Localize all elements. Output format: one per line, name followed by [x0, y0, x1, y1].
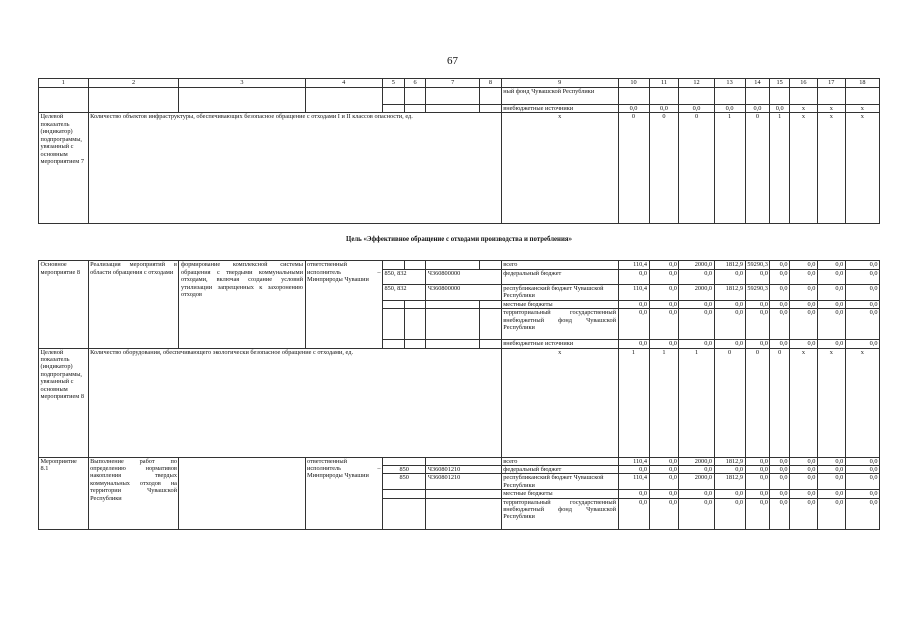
- value-cell: 0,0: [845, 309, 879, 340]
- value-cell: 0,0: [770, 474, 790, 490]
- col-header: 2: [88, 79, 179, 88]
- col-header: 11: [649, 79, 679, 88]
- value-cell: 1812,9: [714, 261, 745, 269]
- indicator-mark: x: [501, 113, 618, 224]
- value-cell: 0,0: [817, 300, 845, 308]
- col-header: 14: [745, 79, 770, 88]
- activity-description: формирование комплексной системы обращения с твердыми коммунальными отходами, включая создание условий утилизации запрещенных к захоронению отходов: [179, 261, 305, 348]
- col-header: 4: [305, 79, 382, 88]
- value-cell: 0,0: [817, 284, 845, 300]
- source-cell: всего: [501, 457, 618, 465]
- value-cell: 0,0: [649, 340, 679, 348]
- value-cell: 1: [618, 348, 649, 457]
- value-cell: 0,0: [817, 490, 845, 498]
- value-cell: 0,0: [789, 261, 817, 269]
- value-cell: 0,0: [789, 457, 817, 465]
- col-header: 9: [501, 79, 618, 88]
- value-cell: 0,0: [745, 340, 770, 348]
- value-cell: 2000,0: [679, 261, 714, 269]
- value-cell: 0,0: [618, 269, 649, 284]
- code-cell: Ч360800000: [426, 269, 501, 284]
- value-cell: 2000,0: [679, 284, 714, 300]
- value-cell: 110,4: [618, 474, 649, 490]
- value-cell: 0,0: [745, 465, 770, 473]
- value-cell: 59290,3: [745, 261, 770, 269]
- indicator-label: Целевой показатель (индикатор) подпрограммы, увязанный с основным мероприятием 8: [39, 348, 89, 457]
- value-cell: x: [817, 348, 845, 457]
- value-cell: 0,0: [789, 269, 817, 284]
- activity-executor: ответственный исполнитель – Минприроды Чувашии: [305, 457, 382, 529]
- source-cell: внебюджетные источники: [501, 105, 618, 113]
- value-cell: 0,0: [649, 498, 679, 529]
- col-header: 15: [770, 79, 790, 88]
- value-cell: 0,0: [770, 309, 790, 340]
- indicator-label: Целевой показатель (индикатор) подпрограммы, увязанный с основным мероприятием 7: [39, 113, 89, 224]
- value-cell: 0,0: [679, 490, 714, 498]
- activity-executor: ответственный исполнитель – Минприроды Чувашии: [305, 261, 382, 348]
- value-cell: 110,4: [618, 261, 649, 269]
- value-cell: 0,0: [817, 309, 845, 340]
- table-row: [39, 261, 880, 269]
- value-cell: 0: [618, 113, 649, 224]
- value-cell: 0: [649, 113, 679, 224]
- goal-heading: Цель «Эффективное обращение с отходами производства и потребления»: [346, 236, 572, 244]
- value-cell: 2000,0: [679, 474, 714, 490]
- program-table: [38, 78, 880, 530]
- code-cell: [426, 261, 480, 269]
- col-header: 3: [179, 79, 305, 88]
- value-cell: 0,0: [789, 309, 817, 340]
- value-cell: 1: [679, 348, 714, 457]
- source-cell: территориальный государственный внебюджетный фонд Чувашской Республики: [501, 309, 618, 340]
- value-cell: 0,0: [770, 105, 790, 113]
- value-cell: 0,0: [745, 498, 770, 529]
- value-cell: 0,0: [770, 300, 790, 308]
- col-header: 5: [383, 79, 405, 88]
- col-header: 13: [714, 79, 745, 88]
- value-cell: 0,0: [789, 490, 817, 498]
- value-cell: 0,0: [770, 269, 790, 284]
- value-cell: 0,0: [649, 300, 679, 308]
- value-cell: 0,0: [745, 490, 770, 498]
- grbs-cell: 850, 832: [383, 269, 426, 284]
- value-cell: 0,0: [817, 474, 845, 490]
- col-header: 12: [679, 79, 714, 88]
- value-cell: 0,0: [618, 309, 649, 340]
- source-cell: местные бюджеты: [501, 490, 618, 498]
- source-cell: республиканский бюджет Чувашской Республики: [501, 474, 618, 490]
- value-cell: 0,0: [845, 261, 879, 269]
- grbs-cell: 850, 832: [383, 284, 426, 300]
- value-cell: 0,0: [745, 309, 770, 340]
- value-cell: 110,4: [618, 284, 649, 300]
- value-cell: 0,0: [789, 465, 817, 473]
- code-cell: Ч360801210: [426, 474, 501, 490]
- value-cell: 0,0: [745, 269, 770, 284]
- value-cell: 0,0: [745, 474, 770, 490]
- value-cell: 0: [714, 348, 745, 457]
- value-cell: 0,0: [618, 490, 649, 498]
- value-cell: 0,0: [679, 465, 714, 473]
- value-cell: x: [789, 113, 817, 224]
- col-header: 1: [39, 79, 89, 88]
- value-cell: 0,0: [845, 269, 879, 284]
- source-cell: ный фонд Чувашской Республики: [501, 88, 618, 105]
- value-cell: 0,0: [679, 340, 714, 348]
- code-cell: [426, 457, 501, 465]
- activity-label: Мероприятие 8.1: [39, 457, 89, 529]
- value-cell: x: [845, 105, 879, 113]
- value-cell: 0: [745, 348, 770, 457]
- value-cell: 1: [770, 113, 790, 224]
- activity-name: Выполнение работ по определению нормативов накопления твердых коммунальных отходов на территории Чувашской Республики: [88, 457, 179, 529]
- value-cell: 0,0: [770, 465, 790, 473]
- source-cell: федеральный бюджет: [501, 269, 618, 284]
- source-cell: территориальный государственный внебюджетный фонд Чувашской Республики: [501, 498, 618, 529]
- value-cell: 1: [714, 113, 745, 224]
- table-row: [39, 457, 880, 465]
- grbs-cell: [383, 261, 405, 269]
- value-cell: 0,0: [770, 490, 790, 498]
- col-header: 7: [426, 79, 480, 88]
- col-header: 8: [480, 79, 502, 88]
- value-cell: 0,0: [714, 465, 745, 473]
- value-cell: 0,0: [845, 284, 879, 300]
- value-cell: 0,0: [770, 498, 790, 529]
- value-cell: 0,0: [649, 284, 679, 300]
- activity-name: Реализация мероприятий в области обращения с отходами: [88, 261, 179, 348]
- value-cell: 0,0: [789, 474, 817, 490]
- value-cell: 0,0: [817, 457, 845, 465]
- col-header: 6: [404, 79, 426, 88]
- value-cell: 1812,9: [714, 284, 745, 300]
- value-cell: 0,0: [649, 105, 679, 113]
- page-number: 67: [447, 55, 458, 67]
- value-cell: x: [789, 105, 817, 113]
- value-cell: 0,0: [649, 269, 679, 284]
- source-cell: всего: [501, 261, 618, 269]
- value-cell: 0,0: [714, 269, 745, 284]
- table-row: [39, 88, 880, 105]
- col-header: 10: [618, 79, 649, 88]
- value-cell: 0,0: [845, 474, 879, 490]
- value-cell: 0,0: [714, 105, 745, 113]
- indicator-text: Количество объектов инфраструктуры, обеспечивающих безопасное обращение с отходами I и II классов опасности, ед.: [88, 113, 501, 224]
- value-cell: 1812,9: [714, 457, 745, 465]
- value-cell: x: [817, 113, 845, 224]
- grbs-cell: 850: [383, 465, 426, 473]
- value-cell: 0: [745, 113, 770, 224]
- value-cell: 2000,0: [679, 457, 714, 465]
- value-cell: 0,0: [770, 284, 790, 300]
- value-cell: 1812,9: [714, 474, 745, 490]
- value-cell: 0,0: [679, 498, 714, 529]
- value-cell: x: [817, 105, 845, 113]
- value-cell: 59290,3: [745, 284, 770, 300]
- value-cell: 0,0: [817, 269, 845, 284]
- value-cell: 0,0: [770, 457, 790, 465]
- value-cell: 0,0: [770, 340, 790, 348]
- value-cell: 0,0: [845, 498, 879, 529]
- value-cell: 0,0: [649, 465, 679, 473]
- indicator-mark: x: [501, 348, 618, 457]
- col-header: 18: [845, 79, 879, 88]
- value-cell: 0,0: [649, 490, 679, 498]
- value-cell: 0,0: [618, 465, 649, 473]
- col-header: 17: [817, 79, 845, 88]
- value-cell: 0,0: [817, 498, 845, 529]
- value-cell: 0,0: [817, 465, 845, 473]
- col-header: 16: [789, 79, 817, 88]
- value-cell: 0,0: [649, 457, 679, 465]
- value-cell: 0,0: [714, 490, 745, 498]
- source-cell: федеральный бюджет: [501, 465, 618, 473]
- value-cell: 0,0: [817, 340, 845, 348]
- value-cell: 0,0: [714, 300, 745, 308]
- value-cell: 0,0: [845, 340, 879, 348]
- value-cell: 0,0: [649, 261, 679, 269]
- value-cell: 0,0: [845, 300, 879, 308]
- source-cell: местные бюджеты: [501, 300, 618, 308]
- value-cell: 0,0: [845, 490, 879, 498]
- value-cell: 0,0: [745, 457, 770, 465]
- goal-row: [39, 224, 880, 261]
- value-cell: 0,0: [845, 457, 879, 465]
- value-cell: 0,0: [789, 498, 817, 529]
- value-cell: 0,0: [649, 309, 679, 340]
- value-cell: x: [845, 113, 879, 224]
- value-cell: 1: [649, 348, 679, 457]
- grbs-cell: [383, 457, 426, 465]
- code-cell: Ч360801210: [426, 465, 501, 473]
- source-cell: внебюджетные источники: [501, 340, 618, 348]
- value-cell: 0,0: [745, 105, 770, 113]
- source-cell: республиканский бюджет Чувашской Республики: [501, 284, 618, 300]
- value-cell: 0,0: [679, 105, 714, 113]
- value-cell: 0,0: [770, 261, 790, 269]
- value-cell: 0,0: [618, 105, 649, 113]
- indicator-text: Количество оборудования, обеспечивающего экологически безопасное обращение с отходами, ед.: [88, 348, 501, 457]
- value-cell: x: [789, 348, 817, 457]
- grbs-cell: 850: [383, 474, 426, 490]
- value-cell: 0,0: [618, 300, 649, 308]
- value-cell: 0,0: [649, 474, 679, 490]
- value-cell: 0: [679, 113, 714, 224]
- value-cell: 0,0: [679, 300, 714, 308]
- value-cell: 0,0: [789, 340, 817, 348]
- value-cell: 0,0: [845, 465, 879, 473]
- indicator-row: [39, 348, 880, 457]
- code-cell: Ч360800000: [426, 284, 501, 300]
- value-cell: 0,0: [789, 300, 817, 308]
- header-row: [39, 79, 880, 88]
- value-cell: 0: [770, 348, 790, 457]
- value-cell: 0,0: [817, 261, 845, 269]
- indicator-row: [39, 113, 880, 224]
- value-cell: 0,0: [714, 340, 745, 348]
- value-cell: 0,0: [679, 309, 714, 340]
- value-cell: 0,0: [714, 309, 745, 340]
- value-cell: x: [845, 348, 879, 457]
- value-cell: 0,0: [789, 284, 817, 300]
- activity-label: Основное мероприятие 8: [39, 261, 89, 348]
- value-cell: 0,0: [618, 340, 649, 348]
- value-cell: 0,0: [714, 498, 745, 529]
- value-cell: 110,4: [618, 457, 649, 465]
- value-cell: 0,0: [679, 269, 714, 284]
- value-cell: 0,0: [745, 300, 770, 308]
- value-cell: 0,0: [618, 498, 649, 529]
